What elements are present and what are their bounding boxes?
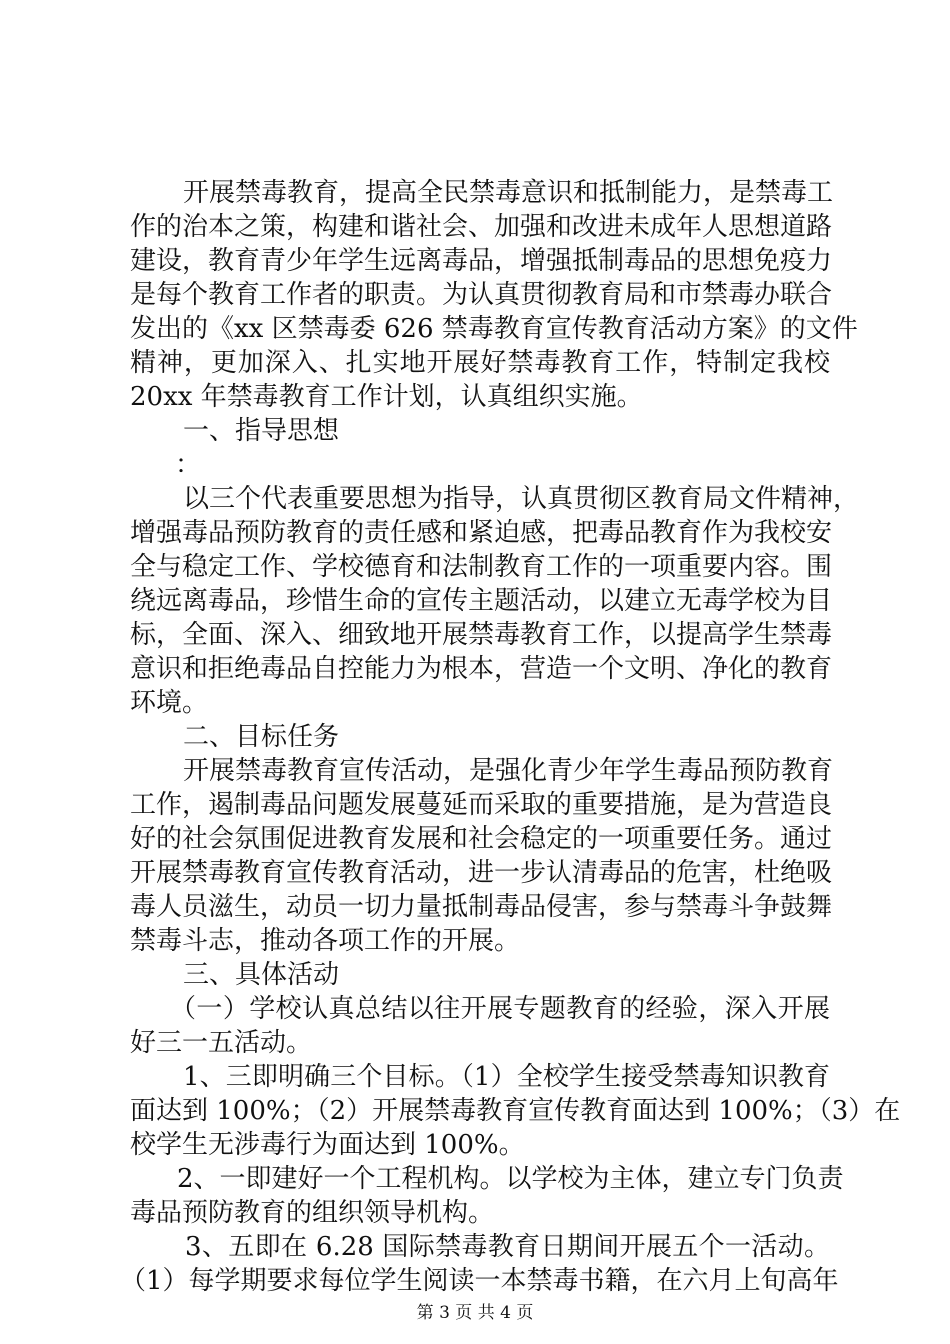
paragraph-1-line-2: 作的治本之策，构建和谐社会、加强和改进未成年人思想道路: [130, 212, 833, 242]
section-heading-activities: 三、具体活动: [183, 960, 340, 990]
paragraph-3-line-1: 开展禁毒教育宣传活动，是强化青少年学生毒品预防教育: [183, 756, 834, 786]
paragraph-6-line-1: 2、一即建好一个工程机构。以学校为主体，建立专门负责: [177, 1164, 844, 1194]
paragraph-3-line-4: 开展禁毒教育宣传教育活动，进一步认清毒品的危害，杜绝吸: [130, 858, 833, 888]
paragraph-2-line-3: 全与稳定工作、学校德育和法制教育工作的一项重要内容。围: [130, 552, 833, 582]
paragraph-3-line-6: 禁毒斗志，推动各项工作的开展。: [130, 926, 521, 956]
paragraph-1-line-3: 建设，教育青少年学生远离毒品，增强抵制毒品的思想免疫力: [130, 246, 833, 276]
page-footer: 第 3 页 共 4 页: [416, 1303, 534, 1323]
paragraph-3-line-2: 工作，遏制毒品问题发展蔓延而采取的重要措施，是为营造良: [130, 790, 833, 820]
paragraph-1-line-6: 精神，更加深入、扎实地开展好禁毒教育工作，特制定我校: [130, 348, 830, 378]
paragraph-2-line-4: 绕远离毒品，珍惜生命的宣传主题活动，以建立无毒学校为目: [130, 586, 833, 616]
paragraph-3-line-5: 毒人员滋生，动员一切力量抵制毒品侵害，参与禁毒斗争鼓舞: [130, 892, 833, 922]
paragraph-1-line-1: 开展禁毒教育，提高全民禁毒意识和抵制能力，是禁毒工: [183, 178, 834, 208]
paragraph-7-line-2: （1）每学期要求每位学生阅读一本禁毒书籍，在六月上旬高年: [120, 1266, 839, 1296]
section-heading-goals: 二、目标任务: [183, 722, 340, 752]
colon-line: ：: [175, 450, 202, 480]
paragraph-2-line-6: 意识和拒绝毒品自控能力为根本，营造一个文明、净化的教育: [130, 654, 833, 684]
section-heading-guiding-thought: 一、指导思想: [183, 416, 340, 446]
paragraph-1-line-5: 发出的《xx 区禁毒委 626 禁毒教育宣传教育活动方案》的文件: [130, 314, 858, 344]
paragraph-4-line-2: 好三一五活动。: [130, 1028, 313, 1058]
paragraph-6-line-2: 毒品预防教育的组织领导机构。: [130, 1198, 495, 1228]
paragraph-2-line-2: 增强毒品预防教育的责任感和紧迫感，把毒品教育作为我校安: [130, 518, 833, 548]
paragraph-1-line-7: 20xx 年禁毒教育工作计划，认真组织实施。: [130, 382, 643, 412]
paragraph-4-line-1: （一）学校认真总结以往开展专题教育的经验，深入开展: [170, 994, 830, 1024]
paragraph-5-line-1: 1、三即明确三个目标。（1）全校学生接受禁毒知识教育: [183, 1062, 830, 1092]
paragraph-5-line-2: 面达到 100%；（2）开展禁毒教育宣传教育面达到 100%；（3）在: [130, 1096, 901, 1126]
paragraph-7-line-1: 3、五即在 6.28 国际禁毒教育日期间开展五个一活动。: [185, 1232, 830, 1262]
paragraph-3-line-3: 好的社会氛围促进教育发展和社会稳定的一项重要任务。通过: [130, 824, 833, 854]
paragraph-5-line-3: 校学生无涉毒行为面达到 100%。: [130, 1130, 525, 1160]
paragraph-2-line-5: 标，全面、深入、细致地开展禁毒教育工作，以提高学生禁毒: [130, 620, 833, 650]
paragraph-2-line-7: 环境。: [130, 688, 209, 718]
paragraph-1-line-4: 是每个教育工作者的职责。为认真贯彻教育局和市禁毒办联合: [130, 280, 833, 310]
paragraph-2-line-1: 以三个代表重要思想为指导，认真贯彻区教育局文件精神，: [183, 484, 860, 514]
